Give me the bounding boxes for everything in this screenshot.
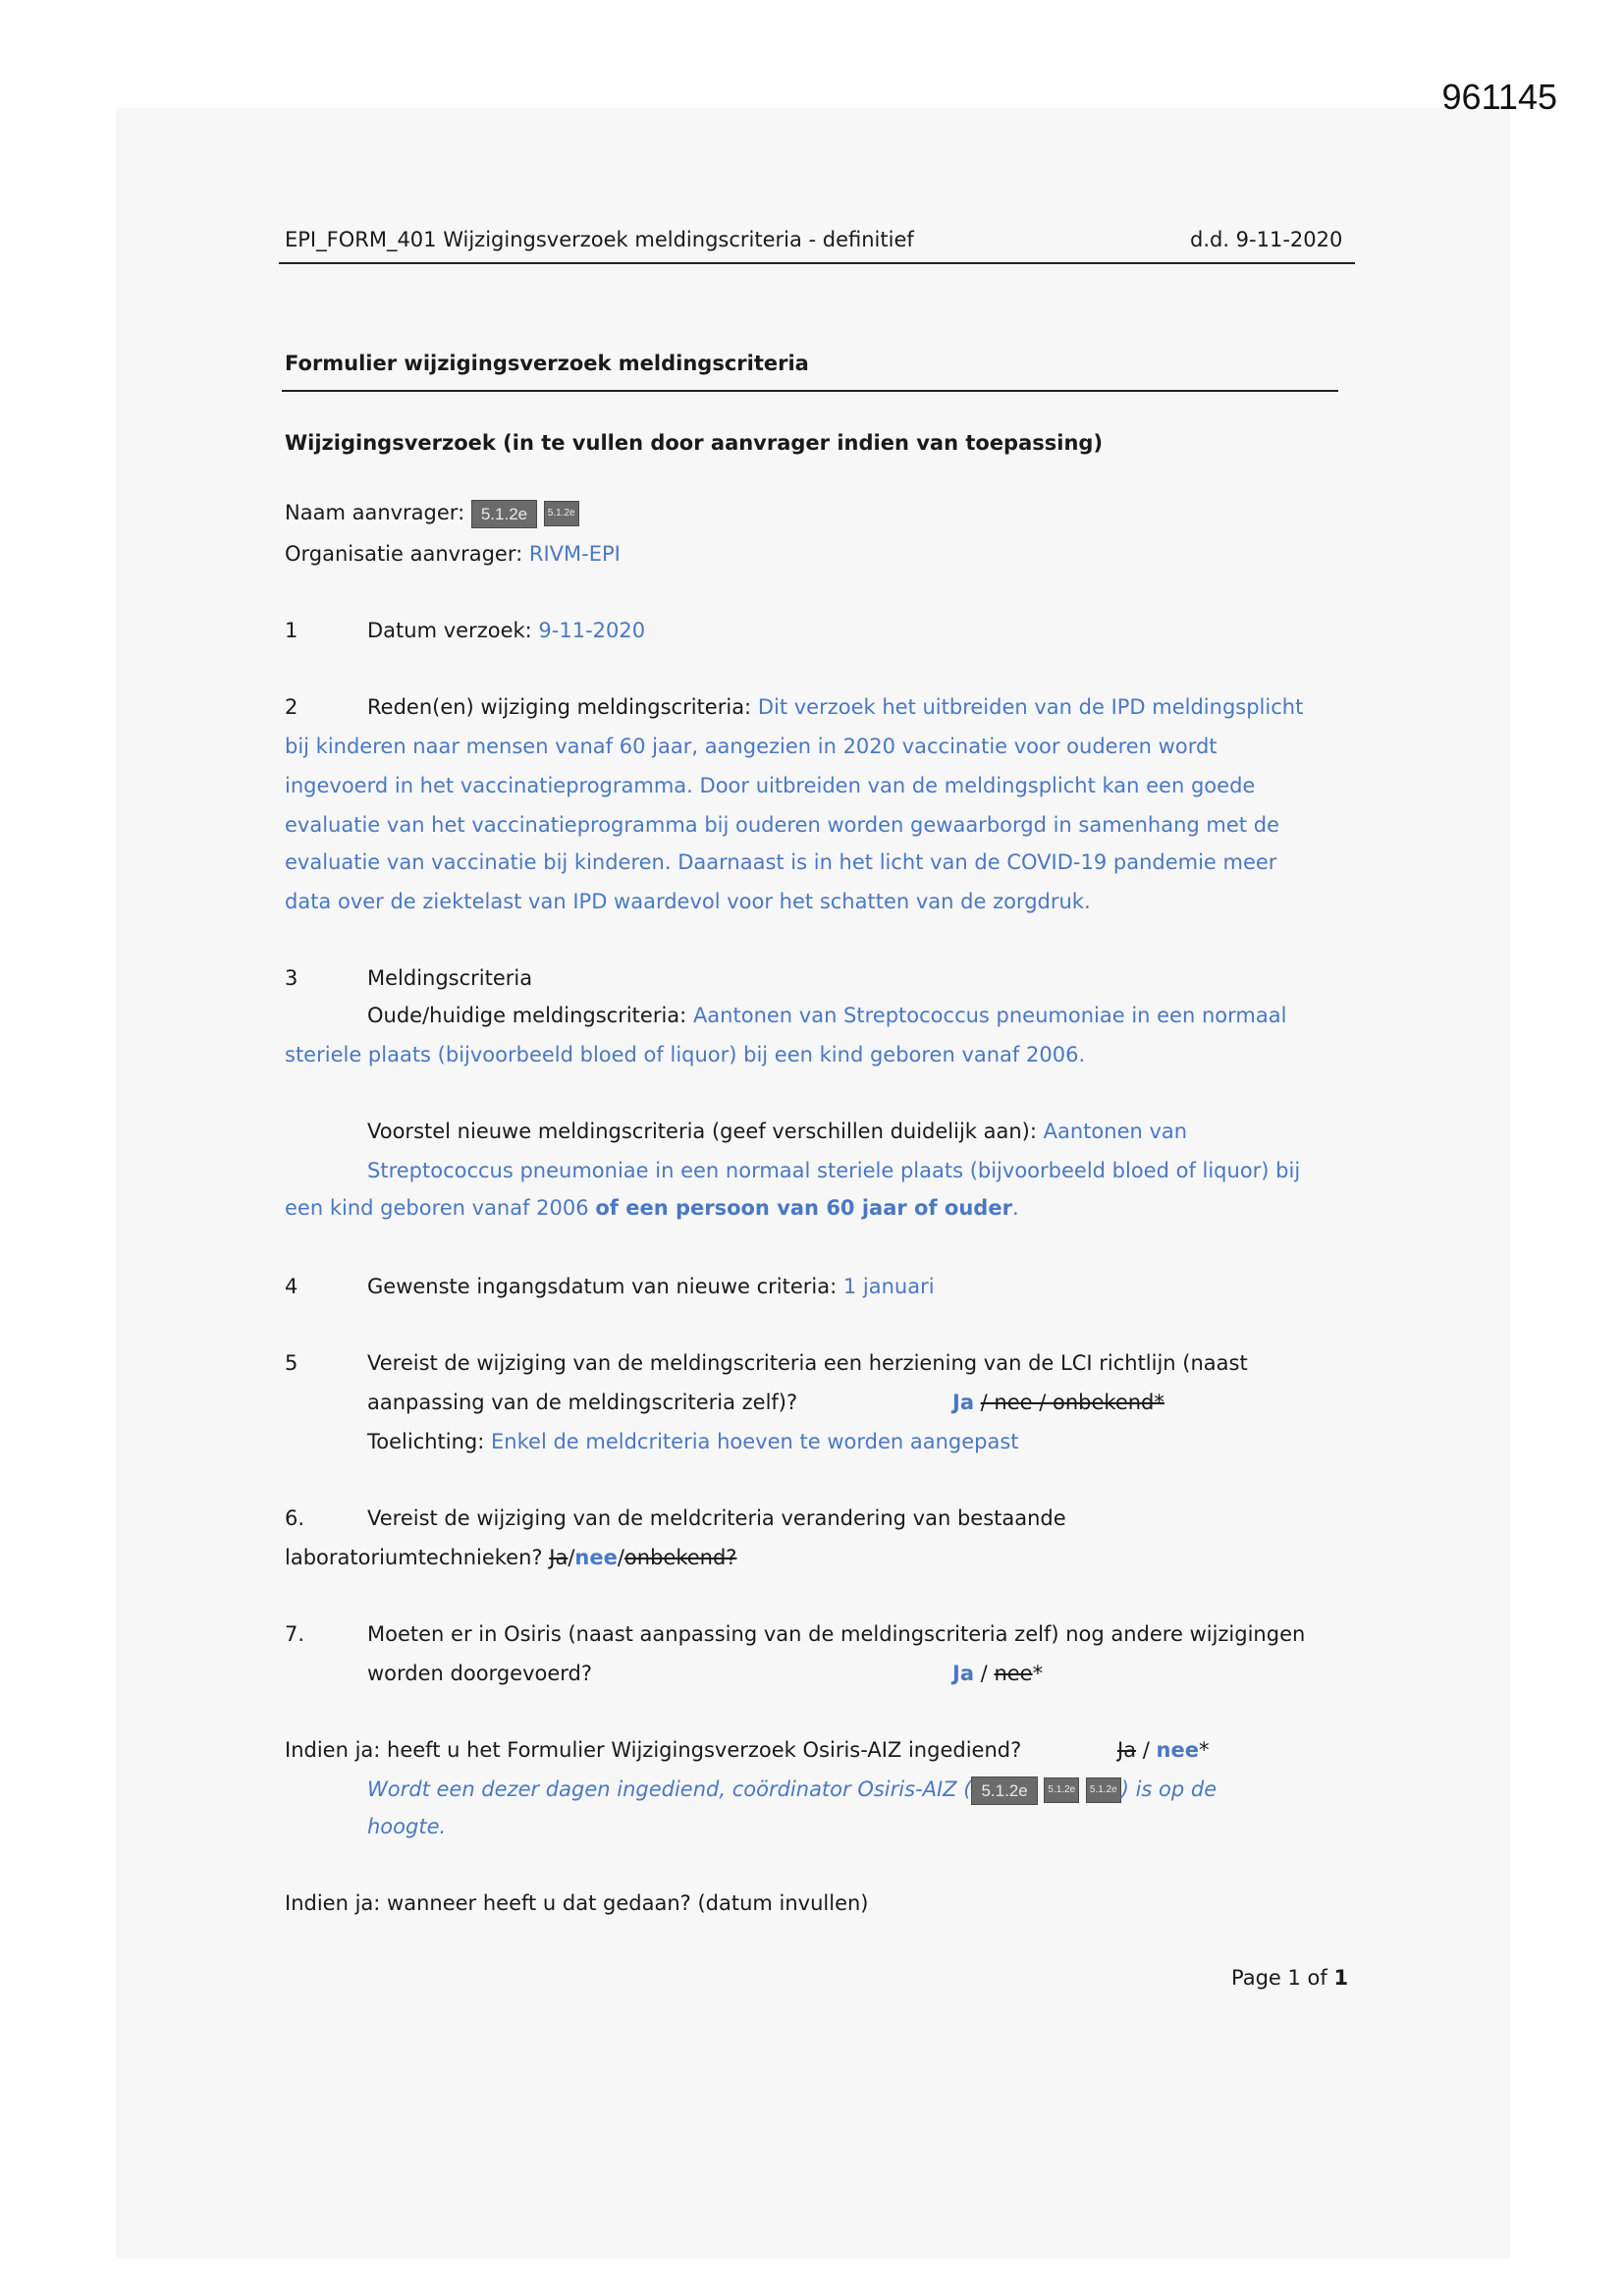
q5-explanation xyxy=(367,1428,1019,1455)
q5-number: 5 xyxy=(285,1351,298,1375)
redaction-box-small: 5.1.2e xyxy=(1086,1777,1121,1803)
q7b-note-b: ) is op de xyxy=(1120,1777,1218,1801)
q3-old-label: Oude/huidige meldingscriteria: xyxy=(367,1004,687,1027)
header-date: d.d. 9-11-2020 xyxy=(1190,228,1343,251)
q1-label: Datum verzoek: xyxy=(367,619,532,642)
q3-new-line1: Aantonen van xyxy=(1043,1120,1188,1143)
q5-explanation-value: Enkel de meldcriteria hoeven te worden aangepast xyxy=(491,1430,1019,1453)
q7b-note-line2: hoogte. xyxy=(367,1815,447,1838)
q6-line1: Vereist de wijziging van de meldcriteria verandering van bestaande xyxy=(367,1506,1066,1530)
q2-first-line xyxy=(367,693,1303,721)
q4-row xyxy=(367,1273,935,1300)
q7b-separator: / xyxy=(1142,1738,1150,1762)
section-title: Wijzigingsverzoek (in te vullen door aanvrager indien van toepassing) xyxy=(285,431,1104,455)
q4-value: 1 januari xyxy=(842,1275,935,1298)
q2-text-line2: bij kinderen naar mensen vanaf 60 jaar, aangezien in 2020 vaccinatie voor ouderen wordt xyxy=(285,735,1218,758)
q7b-note-line1 xyxy=(367,1776,1217,1805)
q2-label: Reden(en) wijziging meldingscriteria: xyxy=(367,695,752,719)
q7b-asterisk: * xyxy=(1198,1738,1210,1762)
q7-asterisk: * xyxy=(1032,1662,1044,1685)
q6-option-ja: Ja xyxy=(549,1546,568,1569)
q4-number: 4 xyxy=(285,1275,298,1298)
q3-new-line2: Streptococcus pneumoniae in een normaal steriele plaats (bijvoorbeeld bloed of liquor) bij xyxy=(367,1159,1301,1182)
redaction-box: 5.1.2e xyxy=(971,1777,1037,1805)
q5-explanation-label: Toelichting: xyxy=(367,1430,485,1453)
q3-label: Meldingscriteria xyxy=(367,966,533,990)
redaction-box: 5.1.2e xyxy=(471,500,537,528)
q7c-label: Indien ja: wanneer heeft u dat gedaan? (datum invullen) xyxy=(285,1891,869,1915)
q7b-answer xyxy=(1117,1736,1209,1764)
q3-old-row xyxy=(367,1002,1286,1029)
q7-answer xyxy=(952,1660,1043,1687)
q6-separator: / xyxy=(617,1546,624,1569)
q7b-label: Indien ja: heeft u het Formulier Wijzigingsverzoek Osiris-AIZ ingediend? xyxy=(285,1738,1022,1762)
q6-line2-row xyxy=(285,1544,736,1571)
q3-new-line3-bold: of een persoon van 60 jaar of ouder xyxy=(595,1196,1012,1220)
applicant-org-label: Organisatie aanvrager: xyxy=(285,542,523,566)
q2-text-line5: evaluatie van vaccinatie bij kinderen. Daarnaast is in het licht van de COVID-19 pandemie meer xyxy=(285,850,1277,874)
header-rule xyxy=(279,262,1355,264)
q5-answer-ja: Ja xyxy=(952,1391,974,1414)
form-title-rule xyxy=(282,390,1338,392)
q6-separator: / xyxy=(568,1546,575,1569)
q1-value: 9-11-2020 xyxy=(538,619,646,642)
form-title: Formulier wijzigingsverzoek meldingscriteria xyxy=(285,352,809,375)
q3-new-row xyxy=(367,1118,1187,1145)
q7-answer-ja: Ja xyxy=(952,1662,974,1685)
page-total: 1 xyxy=(1333,1966,1349,1990)
q5-answer xyxy=(952,1389,1164,1416)
document-number: 961145 xyxy=(1441,77,1557,117)
q3-new-line3-end: . xyxy=(1011,1196,1019,1220)
applicant-org-value: RIVM-EPI xyxy=(528,542,621,566)
q7-separator: / xyxy=(980,1662,988,1685)
q7b-option-nee: nee xyxy=(1156,1738,1199,1762)
q5-answer-struck: / nee / onbekend* xyxy=(980,1391,1164,1414)
q3-new-line3 xyxy=(285,1194,1019,1222)
redaction-box-small: 5.1.2e xyxy=(544,501,579,526)
header-title: EPI_FORM_401 Wijzigingsverzoek meldingscriteria - definitief xyxy=(285,228,914,251)
q3-number: 3 xyxy=(285,966,298,990)
q3-old-line1: Aantonen van Streptococcus pneumoniae in een normaal xyxy=(692,1004,1287,1027)
q6-number: 6. xyxy=(285,1506,305,1530)
applicant-name-label: Naam aanvrager: xyxy=(285,501,465,524)
q6-option-nee: nee xyxy=(574,1546,618,1569)
q3-new-line3-a: een kind geboren vanaf 2006 xyxy=(285,1196,589,1220)
q3-old-line2: steriele plaats (bijvoorbeeld bloed of liquor) bij een kind geboren vanaf 2006. xyxy=(285,1043,1086,1066)
q2-text-line1: Dit verzoek het uitbreiden van de IPD meldingsplicht xyxy=(757,695,1304,719)
q7-line2: worden doorgevoerd? xyxy=(367,1662,593,1685)
page-prefix: Page 1 of xyxy=(1231,1966,1327,1990)
q7-number: 7. xyxy=(285,1622,305,1646)
q5-line2: aanpassing van de meldingscriteria zelf)? xyxy=(367,1391,798,1414)
page-footer xyxy=(1231,1964,1348,1992)
q7-line1: Moeten er in Osiris (naast aanpassing van de meldingscriteria zelf) nog andere wijzigingen xyxy=(367,1622,1306,1646)
q2-text-line4: evaluatie van het vaccinatieprogramma bij ouderen worden gewaarborgd in samenhang met de xyxy=(285,813,1279,837)
q5-line1: Vereist de wijziging van de meldingscriteria een herziening van de LCI richtlijn (naast xyxy=(367,1351,1248,1375)
q7b-option-ja: Ja xyxy=(1117,1738,1137,1762)
q2-text-line6: data over de ziektelast van IPD waardevol voor het schatten van de zorgdruk. xyxy=(285,890,1091,913)
q2-text-line3: ingevoerd in het vaccinatieprogramma. Door uitbreiden van de meldingsplicht kan een goede xyxy=(285,774,1256,797)
applicant-org-row xyxy=(285,540,621,568)
q1-number: 1 xyxy=(285,619,298,642)
q2-number: 2 xyxy=(285,695,298,719)
q6-option-onbekend: onbekend? xyxy=(623,1546,737,1569)
q1-row xyxy=(367,617,645,644)
q7-answer-nee: nee xyxy=(994,1662,1033,1685)
q3-new-label: Voorstel nieuwe meldingscriteria (geef verschillen duidelijk aan): xyxy=(367,1120,1037,1143)
redaction-box-small: 5.1.2e xyxy=(1044,1777,1079,1803)
applicant-name-row xyxy=(285,499,579,528)
q4-label: Gewenste ingangsdatum van nieuwe criteria: xyxy=(367,1275,838,1298)
q6-line2: laboratoriumtechnieken? xyxy=(285,1546,543,1569)
q7b-note-a: Wordt een dezer dagen ingediend, coördinator Osiris-AIZ ( xyxy=(367,1777,972,1801)
